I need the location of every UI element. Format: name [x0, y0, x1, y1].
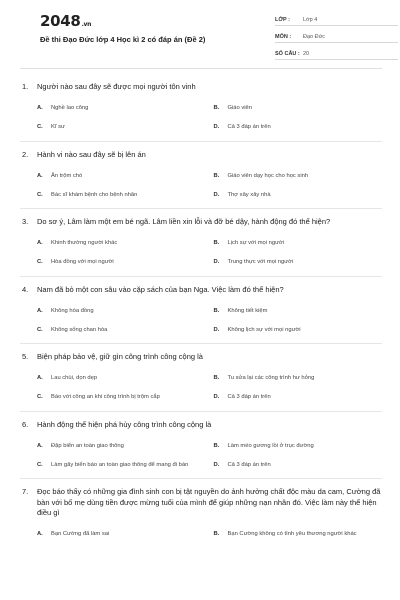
- option-text: Cả 3 đáp án trên: [227, 461, 271, 468]
- answer-option[interactable]: [214, 525, 383, 544]
- option-text: Lịch sự với mọi người: [227, 240, 285, 246]
- option-label: B.: [213, 442, 220, 449]
- info-key: MÔN :: [275, 34, 292, 40]
- answer-option[interactable]: [37, 185, 206, 204]
- answer-option[interactable]: [214, 455, 383, 474]
- answer-option[interactable]: [37, 118, 206, 137]
- question-list: [20, 74, 382, 548]
- option-text: Không tiết kiệm: [227, 307, 268, 314]
- option-text: Kĩ sư: [51, 124, 65, 130]
- answer-option[interactable]: [37, 166, 206, 185]
- option-label: B.: [213, 307, 220, 314]
- answer-option[interactable]: [214, 436, 383, 455]
- question-number: 4.: [22, 284, 29, 294]
- answer-option[interactable]: [37, 436, 206, 455]
- info-row-grade: [275, 12, 398, 26]
- option-text: Cả 3 đáp án trên: [227, 124, 271, 130]
- option-label: C.: [37, 191, 43, 198]
- question-number: 1.: [22, 82, 29, 91]
- answer-option[interactable]: [214, 166, 383, 185]
- info-value: Đạo Đức: [303, 34, 326, 40]
- answer-option[interactable]: [214, 185, 383, 204]
- answer-option[interactable]: [37, 234, 206, 253]
- answer-option[interactable]: [214, 320, 383, 339]
- option-text: Không lịch sự với mọi người: [227, 326, 301, 333]
- option-label: D.: [213, 461, 220, 468]
- answer-option[interactable]: [37, 253, 206, 272]
- answer-option[interactable]: [214, 99, 383, 118]
- answer-option[interactable]: [214, 253, 383, 272]
- answer-option[interactable]: [37, 301, 206, 320]
- question-text: Hành động thể hiện phá hủy công trình công cộng là: [37, 419, 212, 429]
- question-number: 6.: [22, 419, 29, 429]
- option-text: Tu sửa lại các công trình hư hỏng: [227, 375, 315, 381]
- site-logo[interactable]: [40, 12, 91, 30]
- option-label: C.: [37, 124, 43, 130]
- question-item: [20, 209, 382, 277]
- answer-option[interactable]: [37, 320, 206, 339]
- logo-name: 2048: [40, 12, 81, 30]
- question-text: Đọc báo thấy có những gia đình sinh con bị tật nguyền do ảnh hưởng chất độc màu da cam, Cường đã bàn với bố mẹ dùng tiền được mừng tuổi của mình để giúp những nạn nhân đó. Việc làm này thể hiện điều gì: [37, 487, 381, 517]
- option-text: Lau chùi, dọn dẹp: [51, 375, 98, 381]
- header-divider: [20, 68, 382, 69]
- question-item: [20, 74, 382, 142]
- answer-option[interactable]: [37, 455, 206, 474]
- info-row-subject: [275, 29, 398, 43]
- question-item: [20, 412, 382, 480]
- question-item: [20, 277, 382, 345]
- option-label: A.: [37, 105, 43, 111]
- info-key: LỚP :: [275, 17, 290, 23]
- question-text: Hành vi nào sau đây sẽ bị lên án: [37, 149, 146, 159]
- answer-option[interactable]: [214, 301, 383, 320]
- info-value: Lớp 4: [303, 17, 318, 23]
- question-item: [20, 142, 382, 210]
- info-key: SỐ CÂU :: [275, 51, 300, 57]
- option-label: B.: [213, 172, 220, 179]
- answer-option[interactable]: [214, 234, 383, 253]
- option-label: C.: [37, 259, 43, 265]
- option-label: D.: [213, 259, 220, 265]
- question-number: 5.: [22, 352, 29, 361]
- info-row-count: [275, 46, 398, 60]
- answer-option[interactable]: [214, 388, 383, 407]
- answer-option[interactable]: [37, 369, 206, 388]
- question-text: Do sơ ý, Lâm làm một em bé ngã. Lâm liền xin lỗi và đỡ bé dậy, hành động đó thể hiện?: [37, 217, 331, 226]
- option-label: A.: [37, 375, 43, 381]
- option-text: Trung thực với mọi người: [227, 259, 294, 265]
- answer-option[interactable]: [214, 369, 383, 388]
- answer-option[interactable]: [37, 388, 206, 407]
- option-text: Hòa đồng với mọi người: [51, 259, 114, 265]
- question-number: 7.: [22, 487, 29, 496]
- question-text: Nam đã bỏ một con sâu vào cặp sách của bạn Nga. Việc làm đó thể hiện?: [37, 284, 284, 294]
- question-text: Biện pháp bảo vệ, giữ gìn công trình công cộng là: [37, 352, 203, 361]
- option-text: Đặp biển an toàn giao thông: [51, 442, 124, 449]
- question-number: 2.: [22, 149, 29, 159]
- option-text: Giáo viên dạy học cho học sinh: [227, 172, 309, 179]
- option-text: Làm gãy biển báo an toàn giao thông để mang đi bán: [51, 461, 189, 468]
- option-label: B.: [213, 240, 220, 246]
- option-label: B.: [213, 105, 220, 111]
- option-text: Báo với công an khi công trình bị trộm cắp: [51, 394, 160, 400]
- option-text: Bạn Cường không có tình yêu thương người khác: [227, 531, 357, 537]
- option-text: Không sống chan hòa: [51, 326, 108, 333]
- option-label: A.: [37, 240, 43, 246]
- option-text: Bác sĩ khám bệnh cho bệnh nhân: [51, 191, 138, 198]
- option-label: A.: [37, 442, 43, 449]
- option-label: A.: [37, 307, 43, 314]
- option-text: Thợ xây xây nhà: [227, 191, 271, 198]
- option-label: C.: [37, 394, 43, 400]
- option-label: D.: [213, 326, 220, 333]
- option-text: Nghề lao công: [51, 105, 89, 111]
- option-label: B.: [213, 375, 220, 381]
- logo-tld: .vn: [81, 21, 92, 28]
- option-label: B.: [213, 531, 220, 537]
- question-number: 3.: [22, 217, 29, 226]
- answer-option[interactable]: [37, 99, 206, 118]
- option-text: Ăn trộm chó: [51, 172, 83, 179]
- option-label: D.: [213, 394, 220, 400]
- exam-info: [275, 12, 398, 63]
- question-text: Người nào sau đây sẽ được mọi người tôn vinh: [37, 82, 196, 91]
- option-text: Giáo viên: [227, 105, 252, 111]
- option-label: D.: [213, 124, 220, 130]
- page-title: Đề thi Đạo Đức lớp 4 Học kì 2 có đáp án (Đề 2): [40, 35, 206, 44]
- question-item: [20, 479, 382, 548]
- answer-option[interactable]: [37, 525, 206, 544]
- option-text: Cả 3 đáp án trên: [227, 394, 271, 400]
- option-text: Làm méo gương lồi ở trục đường: [227, 442, 314, 449]
- option-text: Bạn Cường đã làm sai: [51, 531, 110, 537]
- option-label: A.: [37, 531, 43, 537]
- option-label: D.: [213, 191, 220, 198]
- option-label: C.: [37, 326, 43, 333]
- info-value: 20: [303, 51, 310, 57]
- header: [20, 0, 382, 66]
- option-text: Khinh thường người khác: [51, 240, 118, 246]
- question-item: [20, 344, 382, 412]
- option-label: A.: [37, 172, 43, 179]
- option-label: C.: [37, 461, 43, 468]
- answer-option[interactable]: [214, 118, 383, 137]
- option-text: Không hòa đồng: [51, 307, 94, 314]
